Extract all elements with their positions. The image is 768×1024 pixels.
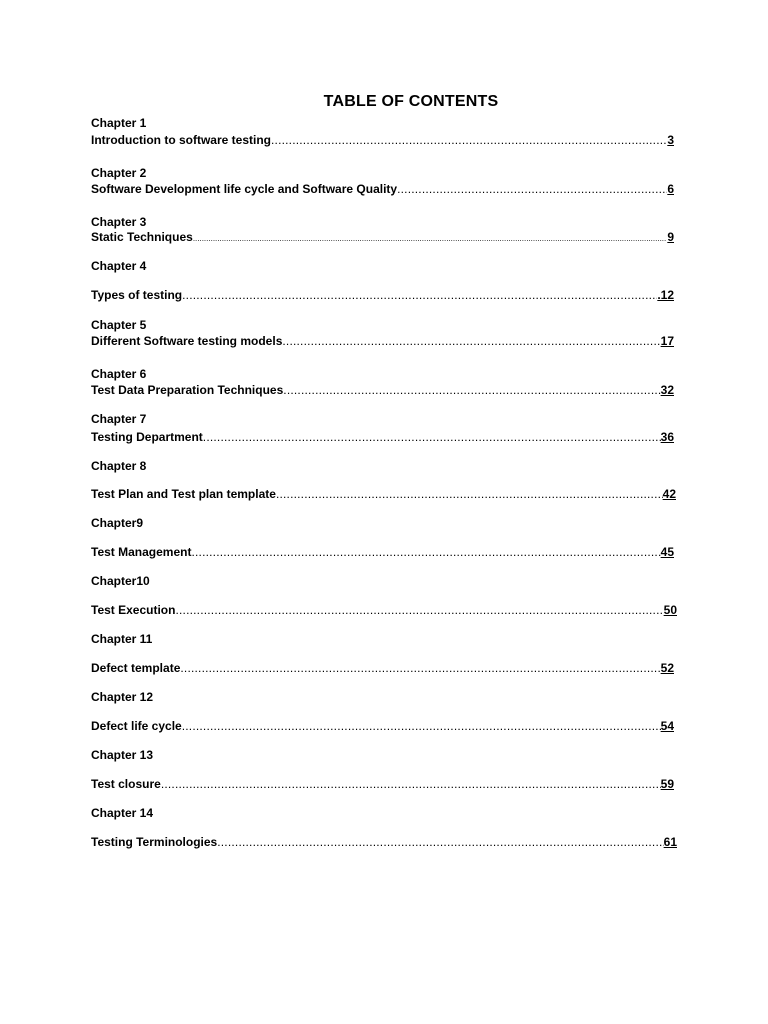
chapter-heading: Chapter 1 (91, 116, 147, 130)
page-number: 54 (660, 719, 674, 733)
page-number: .12 (657, 288, 674, 302)
dot-leader (191, 545, 660, 559)
chapter-heading: Chapter 13 (91, 748, 154, 762)
chapter-heading: Chapter 4 (91, 259, 147, 273)
toc-entry[interactable] (91, 383, 674, 397)
toc-entry[interactable] (91, 661, 674, 675)
toc-title: TABLE OF CONTENTS (323, 93, 499, 110)
page-number: 61 (663, 835, 677, 849)
dot-leader (175, 603, 663, 617)
chapter-heading: Chapter 11 (91, 632, 153, 646)
dot-leader (282, 334, 660, 348)
page-number: 17 (660, 334, 674, 348)
page-number: 3 (667, 133, 674, 147)
entry-title: Test Execution (91, 603, 176, 617)
page-number: 36 (660, 430, 674, 444)
page-number: 59 (660, 777, 674, 791)
dot-leader (283, 383, 660, 397)
entry-title: Software Development life cycle and Software Quality (91, 182, 398, 196)
page-number: 45 (660, 545, 674, 559)
chapter-heading: Chapter 2 (91, 166, 147, 180)
page-number: 9 (667, 230, 674, 244)
page-number: 42 (662, 487, 676, 501)
toc-entry[interactable] (91, 487, 676, 501)
chapter-heading: Chapter 12 (91, 690, 154, 704)
chapter-heading: Chapter 6 (91, 367, 147, 381)
chapter-heading: Chapter 5 (91, 318, 147, 332)
toc-entry[interactable] (91, 230, 674, 246)
toc-entry[interactable] (91, 603, 677, 617)
page-number: 50 (663, 603, 677, 617)
entry-title: Static Techniques (91, 230, 193, 244)
page-number: 6 (667, 182, 674, 196)
dot-leader (182, 719, 661, 733)
dot-leader (276, 487, 663, 501)
dot-leader (397, 182, 667, 196)
entry-title: Test Management (91, 545, 192, 559)
entry-title: Defect life cycle (91, 719, 182, 733)
entry-title: Testing Department (91, 430, 203, 444)
page-number: 52 (660, 661, 674, 675)
toc-entry[interactable] (91, 288, 674, 302)
dot-leader (271, 133, 667, 147)
chapter-heading: Chapter 14 (91, 806, 154, 820)
entry-title: Test Data Preparation Techniques (91, 383, 284, 397)
toc-entry[interactable] (91, 835, 677, 849)
entry-title: Types of testing (91, 288, 183, 302)
entry-title: Introduction to software testing (91, 133, 271, 147)
toc-entry[interactable] (91, 719, 674, 733)
dot-leader (217, 835, 663, 849)
toc-entry[interactable] (91, 182, 674, 196)
toc-entry[interactable] (91, 430, 674, 444)
toc-entry[interactable] (91, 545, 674, 559)
toc-entry[interactable] (91, 777, 674, 791)
page-number: 32 (660, 383, 674, 397)
entry-title: Defect template (91, 661, 181, 675)
dot-leader (203, 430, 661, 444)
chapter-heading: Chapter9 (91, 516, 144, 530)
dot-leader (193, 232, 668, 246)
chapter-heading: Chapter 3 (91, 215, 147, 229)
chapter-heading: Chapter10 (91, 574, 150, 588)
entry-title: Testing Terminologies (91, 835, 218, 849)
entry-title: Test closure (91, 777, 161, 791)
dot-leader (182, 288, 657, 302)
chapter-heading: Chapter 7 (91, 412, 147, 426)
chapter-heading: Chapter 8 (91, 459, 147, 473)
dot-leader (180, 661, 660, 675)
entry-title: Test Plan and Test plan template (91, 487, 276, 501)
dot-leader (161, 777, 661, 791)
toc-entry[interactable] (91, 133, 674, 147)
entry-title: Different Software testing models (91, 334, 283, 348)
toc-entry[interactable] (91, 334, 674, 348)
